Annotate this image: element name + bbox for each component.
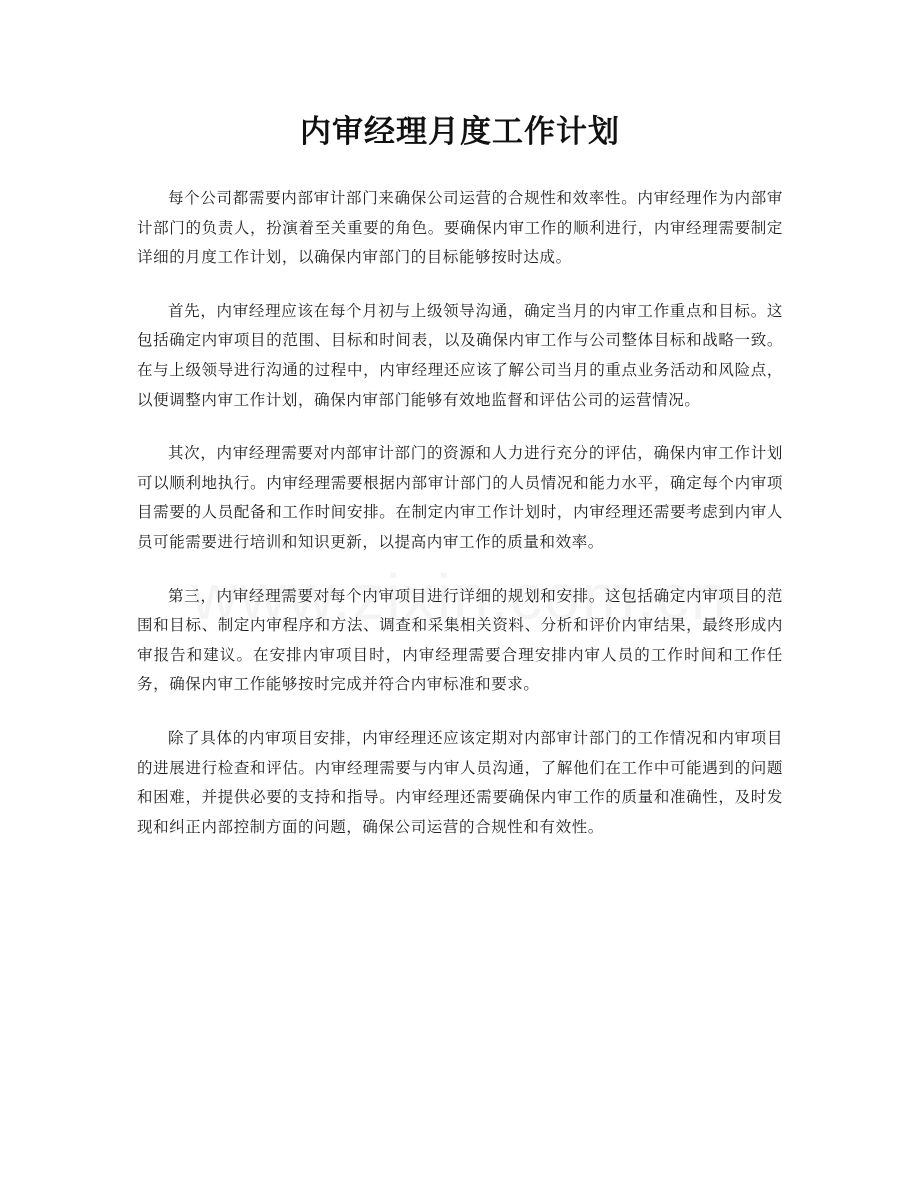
paragraph-second: 其次，内审经理需要对内部审计部门的资源和人力进行充分的评估，确保内审工作计划可以顺利地执行。内审经理需要根据内部审计部门的人员情况和能力水平，确定每个内审项目需要的人员配备和工作时间安排。在制定内审工作计划时，内审经理还需要考虑到内审人员可能需要进行培训和知识更新，以提高内审工作的质量和效率。	[137, 444, 783, 551]
paragraph-first: 首先，内审经理应该在每个月初与上级领导沟通，确定当月的内审工作重点和目标。这包括确定内审项目的范围、目标和时间表，以及确保内审工作与公司整体目标和战略一致。在与上级领导进行沟通的过程中，内审经理还应该了解公司当月的重点业务活动和风险点，以便调整内审工作计划，确保内审部门能够有效地监督和评估公司的运营情况。	[137, 301, 783, 409]
document-body	[137, 184, 783, 866]
paragraph-intro: 每个公司都需要内部审计部门来确保公司运营的合规性和效率性。内审经理作为内部审计部门的负责人，扮演着至关重要的角色。要确保内审工作的顺利进行，内审经理需要制定详细的月度工作计划，以确保内审部门的目标能够按时达成。	[137, 189, 783, 267]
document-title: 内审经理月度工作计划	[300, 114, 620, 150]
paragraph-review: 除了具体的内审项目安排，内审经理还应该定期对内部审计部门的工作情况和内审项目的进展进行检查和评估。内审经理需要与内审人员沟通，了解他们在工作中可能遇到的问题和困难，并提供必要的支持和指导。内审经理还需要确保内审工作的质量和准确性，及时发现和纠正内部控制方面的问题，确保公司运营的合规性和有效性。	[137, 728, 783, 836]
paragraph-third: 第三，内审经理需要对每个内审项目进行详细的规划和安排。这包括确定内审项目的范围和目标、制定内审程序和方法、调查和采集相关资料、分析和评价内审结果，最终形成内审报告和建议。在安排内审项目时，内审经理需要合理安排内审人员的工作时间和工作任务，确保内审工作能够按时完成并符合内审标准和要求。	[137, 586, 783, 694]
